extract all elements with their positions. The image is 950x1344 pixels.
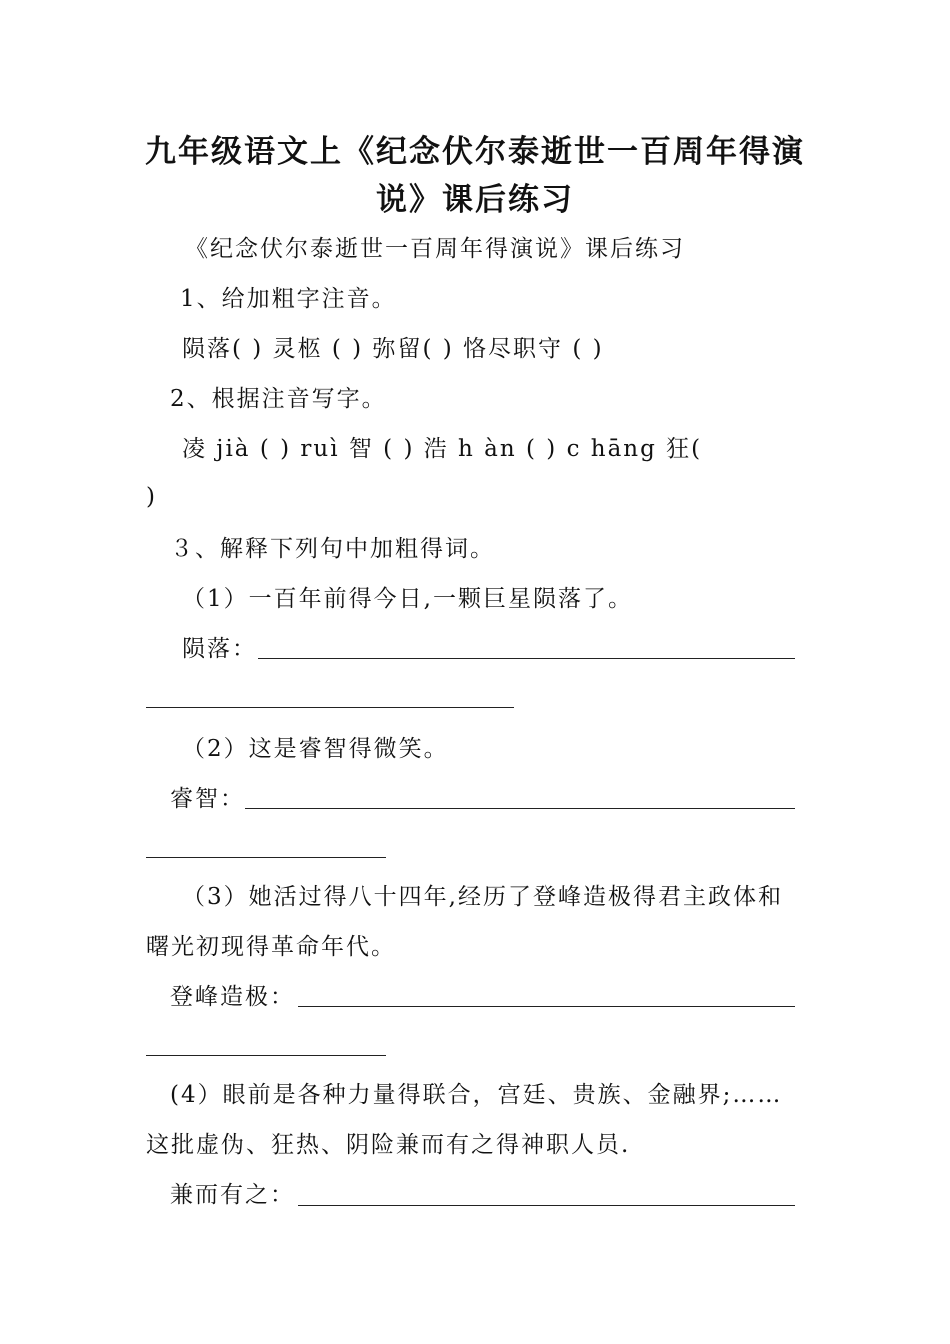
question-3-heading: ３、解释下列句中加粗得词。 (170, 536, 495, 562)
answer-label-3: 登峰造极： (170, 984, 295, 1010)
document-title-line-1: 九年级语文上《纪念伏尔泰逝世一百周年得演 (145, 134, 805, 170)
answer-line-1-continued (146, 707, 514, 708)
question-1-items: 陨落( ) 灵柩 ( ) 弥留( ) 恪尽职守 ( ) (182, 336, 604, 362)
subtitle: 《纪念伏尔泰逝世一百周年得演说》课后练习 (185, 236, 685, 262)
document-title-line-2: 说》课后练习 (376, 182, 574, 218)
sentence-4-line-2: 这批虚伪、狂热、阴险兼而有之得神职人员. (146, 1132, 631, 1158)
sentence-3-line-2: 曙光初现得革命年代。 (146, 934, 396, 960)
answer-line-1 (258, 658, 795, 659)
answer-line-2-continued (146, 857, 386, 858)
answer-label-1: 陨落： (182, 636, 257, 662)
answer-line-3-continued (146, 1055, 386, 1056)
sentence-1: （1）一百年前得今日,一颗巨星陨落了。 (182, 586, 633, 612)
question-1-heading: 1、给加粗字注音。 (180, 286, 397, 312)
sentence-3-line-1: （3）她活过得八十四年,经历了登峰造极得君主政体和 (182, 884, 783, 910)
answer-line-3 (298, 1006, 795, 1007)
question-2-items: 凌 jià ( ) ruì 智 ( ) 浩 h àn ( ) c hāng 狂( (182, 436, 703, 462)
question-2-heading: 2、根据注音写字。 (170, 386, 387, 412)
answer-label-4: 兼而有之： (170, 1182, 295, 1208)
sentence-4-line-1: (4）眼前是各种力量得联合，宫廷、贵族、金融界;…… (170, 1082, 783, 1108)
answer-line-2 (245, 808, 795, 809)
answer-label-2: 睿智： (170, 786, 245, 812)
answer-line-4 (298, 1205, 795, 1206)
question-2-items-continued: ) (146, 484, 157, 510)
sentence-2: （2）这是睿智得微笑。 (182, 736, 449, 762)
